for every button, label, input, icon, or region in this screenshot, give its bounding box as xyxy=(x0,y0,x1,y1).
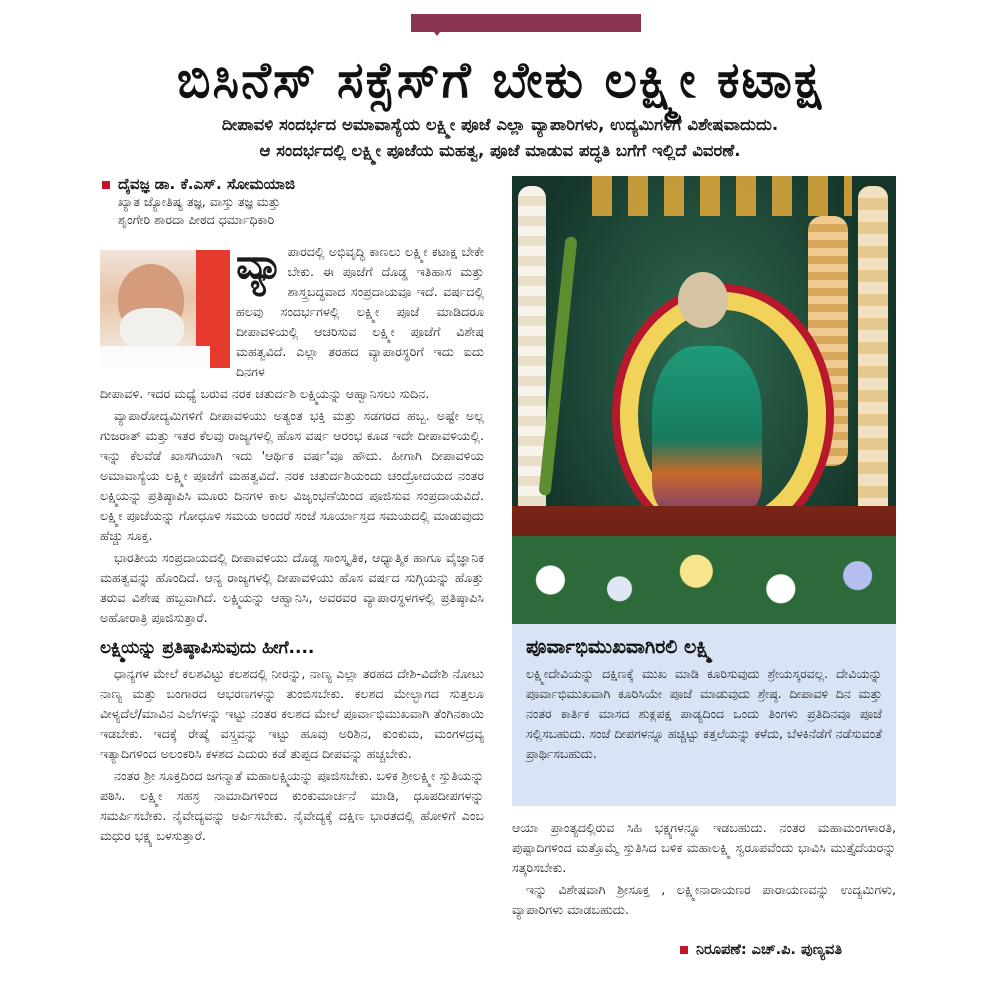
bullet-square-icon xyxy=(102,181,110,189)
credit-text: ನಿರೂಪಣೆ: ಎಚ್.ಪಿ. ಪುಣ್ಯವತಿ xyxy=(696,942,843,958)
infobox-text: ಲಕ್ಷ್ಮೀದೇವಿಯನ್ನು ದಕ್ಷಿಣಕ್ಕೆ ಮುಖ ಮಾಡಿ ಕೂರಿಸುವುದು ಶ್ರೇಯಸ್ಕರವಲ್ಲ. ದೇವಿಯನ್ನು ಪೂರ್ವಾಭಿಮುಖವಾಗಿ ಕೂರಿಸಿಯೇ ಪೂಜೆ ಮಾಡುವುದು ಶ್ರೇಷ್ಠ. ದೀಪಾವಳಿ ದಿನ ಮತ್ತು ನಂತರ ಕಾರ್ತಿಕ ಮಾಸದ ಶುಕ್ಲಪಕ್ಷ ಪಾಡ್ಯದಿಂದ ಒಂದು ತಿಂಗಳು ಪ್ರತಿದಿನವೂ ಪೂಜೆ ಸಲ್ಲಿಸಬಹುದು. ಸಂಜೆ ದೀಪಗಳನ್ನೂ ಹಚ್ಚಿಟ್ಟು ಕತ್ತಲೆಯನ್ನು ಕಳೆದು, ಬೆಳಕಿನೆಡೆಗೆ ನಡೆಸುವಂತೆ ಪ್ರಾರ್ಥಿಸಬಹುದು. xyxy=(526,666,882,761)
section-heading: ಲಕ್ಷ್ಮಿಯನ್ನು ಪ್ರತಿಷ್ಠಾಪಿಸುವುದು ಹೀಗೆ.... xyxy=(100,638,315,658)
dropcap: ವ್ಯಾ xyxy=(236,239,284,288)
article-paragraph-2: ವ್ಯಾಪಾರೋದ್ಯಮಿಗಳಿಗೆ ದೀಪಾವಳಿಯು ಅತ್ಯಂತ ಭಕ್ತಿ ಮತ್ತು ಸಡಗರದ ಹಬ್ಬ. ಅಷ್ಟೇ ಅಲ್ಲ ಗುಜರಾತ್ ಮತ್ತು ಇತರ ಕೆಲವು ರಾಜ್ಯಗಳಲ್ಲಿ ಹೊಸ ವರ್ಷ ಆರಂಭ ಕೂಡ ಇದೇ ದೀಪಾವಳಿಯಲ್ಲಿ. ಇನ್ನು ಕೆಲವೆಡೆ ಖಾಸಗಿಯಾಗಿ ಇದು 'ಆರ್ಥಿಕ ವರ್ಷ'ವೂ ಹೌದು. ಹೀಗಾಗಿ ದೀಪಾವಳಿಯ ಅಮಾವಾಸ್ಯೆಯ ಲಕ್ಷ್ಮೀ ಪೂಜೆಗೆ ಮಹತ್ವವಿದೆ. ನರಕ ಚತುರ್ದಶಿಯಂದು ಚಂದ್ರೋದಯದ ನಂತರ ಲಕ್ಷ್ಮಿಯನ್ನು ಪ್ರತಿಷ್ಠಾಪಿಸಿ ಮೂರು ದಿನಗಳ ಕಾಲ ವಿಜೃಂಭಣೆಯಿಂದ ಪೂಜಿಸುವ ಸಂಪ್ರದಾಯವಿದೆ. ಲಕ್ಷ್ಮೀ ಪೂಜೆಯನ್ನು ಗೋಧೂಳಿ ಸಮಯ ಅಂದರೆ ಸಂಜೆ ಸೂರ್ಯಾಸ್ತದ ಸಮಯದಲ್ಲಿ ಮಾಡುವುದು ಹೆಚ್ಚು ಸೂಕ್ತ. xyxy=(100,408,484,543)
byline xyxy=(102,175,482,229)
article-paragraph-1-text: ಪಾರದಲ್ಲಿ ಅಭಿವೃದ್ಧಿ ಕಾಣಲು ಲಕ್ಷ್ಮೀ ಕಟಾಕ್ಷ ಬೇಕೇ ಬೇಕು. ಈ ಪೂಜೆಗೆ ದೊಡ್ಡ ಇತಿಹಾಸ ಮತ್ತು ಶಾಸ್ತ್ರಬದ್ಧವಾದ ಸಂಪ್ರದಾಯವೂ ಇದೆ. ವರ್ಷದಲ್ಲಿ ಹಲವು ಸಂದರ್ಭಗಳಲ್ಲಿ ಲಕ್ಷ್ಮೀ ಪೂಜೆ ಮಾಡಿದರೂ ದೀಪಾವಳಿಯಲ್ಲಿ ಆಚರಿಸುವ ಲಕ್ಷ್ಮೀ ಪೂಜೆಗೆ ವಿಶೇಷ ಮಹತ್ವವಿದೆ. ಎಲ್ಲಾ ತರಹದ ವ್ಯಾಪಾರಸ್ಥರಿಗೆ ಇದು ಐದು ದಿನಗಳ xyxy=(236,244,484,379)
bullet-square-icon xyxy=(680,946,688,954)
infobox xyxy=(512,624,896,806)
credit xyxy=(680,942,900,958)
subhead-line-1: ದೀಪಾವಳಿ ಸಂದರ್ಭದ ಅಮಾವಾಸ್ಯೆಯ ಲಕ್ಷ್ಮೀ ಪೂಜೆ ಎಲ್ಲಾ ವ್ಯಾಪಾರಿಗಳು, ಉದ್ಯಮಿಗಳಿಗೆ ವಿಶೇಷವಾದುದು. xyxy=(221,115,779,134)
article-paragraph-3: ಭಾರತೀಯ ಸಂಪ್ರದಾಯದಲ್ಲಿ ದೀಪಾವಳಿಯು ದೊಡ್ಡ ಸಾಂಸ್ಕೃತಿಕ, ಆಧ್ಯಾತ್ಮಿಕ ಹಾಗೂ ವೈಜ್ಞಾನಿಕ ಮಹತ್ವವನ್ನು ಹೊಂದಿದೆ. ಆನ್ಯ ರಾಜ್ಯಗಳಲ್ಲಿ ದೀಪಾವಳಿಯು ಹೊಸ ವರ್ಷದ ಸುಗ್ಗಿಯನ್ನು ಹೊತ್ತು ತರುವ ವಿಶೇಷ ಹಬ್ಬವಾಗಿದೆ. ಲಕ್ಷ್ಮಿಯನ್ನು ಆಹ್ವಾನಿಸಿ, ಅವರವರ ವ್ಯಾಪಾರಸ್ಥಳಗಳಲ್ಲಿ ಪ್ರತಿಷ್ಠಾಪಿಸಿ ಅಹೋರಾತ್ರಿ ಪೂಜಿಸುತ್ತಾರೆ. xyxy=(100,550,484,625)
infobox-title: ಪೂರ್ವಾಭಿಮುಖವಾಗಿರಲಿ ಲಕ್ಷ್ಮಿ xyxy=(526,636,713,658)
section-tab-notch xyxy=(431,28,443,36)
article-paragraph-1 xyxy=(236,239,484,382)
author-role-1: ಖ್ಯಾತ ಜ್ಯೋತಿಷ್ಯ ತಜ್ಞ, ವಾಸ್ತು ತಜ್ಞ ಮತ್ತು xyxy=(118,194,281,209)
headline: ಬಿಸಿನೆಸ್ ಸಕ್ಸೆಸ್‌ಗೆ ಬೇಕು ಲಕ್ಷ್ಮೀ ಕಟಾಕ್ಷ xyxy=(176,51,824,109)
subhead-line-2: ಆ ಸಂದರ್ಭದಲ್ಲಿ ಲಕ್ಷ್ಮೀ ಪೂಜೆಯ ಮಹತ್ವ, ಪೂಜೆ ಮಾಡುವ ಪದ್ಧತಿ ಬಗೆಗೆ ಇಲ್ಲಿದೆ ವಿವರಣೆ. xyxy=(259,141,741,160)
lakshmi-photo xyxy=(512,176,896,624)
article-paragraph-1-cont: ದೀಪಾವಳಿ. ಇದರ ಮಧ್ಯೆ ಬರುವ ನರಕ ಚತುರ್ದಶಿ ಲಕ್ಷ್ಮಿಯನ್ನು ಆಹ್ವಾನಿಸಲು ಸುದಿನ. xyxy=(100,386,430,401)
right-paragraph-1: ಆಯಾ ಪ್ರಾಂತ್ಯದಲ್ಲಿರುವ ಸಿಹಿ ಭಕ್ಷ್ಯಗಳನ್ನೂ ಇಡಬಹುದು. ನಂತರ ಮಹಾಮಂಗಳಾರತಿ, ಪುಷ್ಪಾದಿಗಳಿಂದ ಮತ್ತೊಮ್ಮೆ ಸ್ತುತಿಸಿದ ಬಳಿಕ ಮಹಾಲಕ್ಷ್ಮಿ ಸ್ವರೂಪವೆಂದು ಭಾವಿಸಿ ಮುತ್ತೈದೆಯರನ್ನು ಸತ್ಕರಿಸಬೇಕು. xyxy=(512,820,896,875)
article-paragraph-4: ಧಾನ್ಯಗಳ ಮೇಲೆ ಕಲಶವಿಟ್ಟು ಕಲಶದಲ್ಲಿ ನೀರನ್ನು, ನಾಣ್ಯ ಎಲ್ಲಾ ತರಹದ ದೇಶಿ-ವಿದೇಶಿ ನೋಟು ನಾಣ್ಯ ಮತ್ತು ಬಂಗಾರದ ಆಭರಣಗಳನ್ನು ತುಂಬಿಸಬೇಕು. ಕಲಶದ ಮೇಲ್ಭಾಗದ ಸುತ್ತಲೂ ವೀಳ್ಯದೆಲೆ/ಮಾವಿನ ಎಲೆಗಳನ್ನು ಇಟ್ಟು ನಂತರ ಕಲಶದ ಮೇಲೆ ಪೂರ್ವಾಭಿಮುಖವಾಗಿ ತೆಂಗಿನಕಾಯಿ ಇಡಬೇಕು. ಇದಕ್ಕೆ ರೇಷ್ಮೆ ವಸ್ತ್ರವನ್ನು ಇಟ್ಟು ಹೂವು ಅರಿಶಿನ, ಕುಂಕುಮ, ಮಂಗಳದ್ರವ್ಯ ಇತ್ಯಾದಿಗಳಿಂದ ಅಲಂಕರಿಸಿ ಕಳಶದ ಎದುರು ಕಡೆ ತುಪ್ಪದ ದೀಪವನ್ನು ಹಚ್ಚಬೇಕು. xyxy=(100,666,484,761)
subhead xyxy=(60,112,940,164)
article-body-left xyxy=(100,239,484,848)
article-body-right xyxy=(512,818,896,922)
right-paragraph-2: ಇನ್ನು ವಿಶೇಷವಾಗಿ ಶ್ರೀಸೂಕ್ತ , ಲಕ್ಷ್ಮೀನಾರಾಯಣರ ಪಾರಾಯಣವನ್ನು ಉದ್ಯಮಿಗಳು, ವ್ಯಾಪಾರಿಗಳು ಮಾಡಬಹುದು. xyxy=(512,882,896,917)
article-paragraph-5: ನಂತರ ಶ್ರೀ ಸೂಕ್ತದಿಂದ ಜಗನ್ಮಾತೆ ಮಹಾಲಕ್ಷ್ಮಿಯನ್ನು ಪೂಜಿಸಬೇಕು. ಬಳಿಕ ಶ್ರೀಲಕ್ಷ್ಮೀ ಸ್ತುತಿಯನ್ನು ಪಠಿಸಿ. ಲಕ್ಷ್ಮೀ ಸಹಸ್ರ ನಾಮಾದಿಗಳಿಂದ ಕುಂಕುಮಾರ್ಚನೆ ಮಾಡಿ, ಧೂಪದೀಪಗಳನ್ನು ಸಮರ್ಪಿಸಬೇಕು. ನೈವೇದ್ಯವನ್ನು ಅರ್ಪಿಸಬೇಕು. ನೈವೇದ್ಯಕ್ಕೆ ದಕ್ಷಿಣ ಭಾರತದಲ್ಲಿ ಹೋಳಿಗೆ ಎಂಬ ಮಧುರ ಭಕ್ಷ್ಯ ಬಳಸುತ್ತಾರೆ. xyxy=(100,768,484,843)
author-role-2: ಶೃಂಗೇರಿ ಶಾರದಾ ಪೀಠದ ಧರ್ಮಾಧಿಕಾರಿ xyxy=(118,212,275,227)
author-name: ದೈವಜ್ಞ ಡಾ. ಕೆ.ಎಸ್. ಸೋಮಯಾಜಿ xyxy=(118,175,296,193)
section-tab xyxy=(411,14,641,32)
